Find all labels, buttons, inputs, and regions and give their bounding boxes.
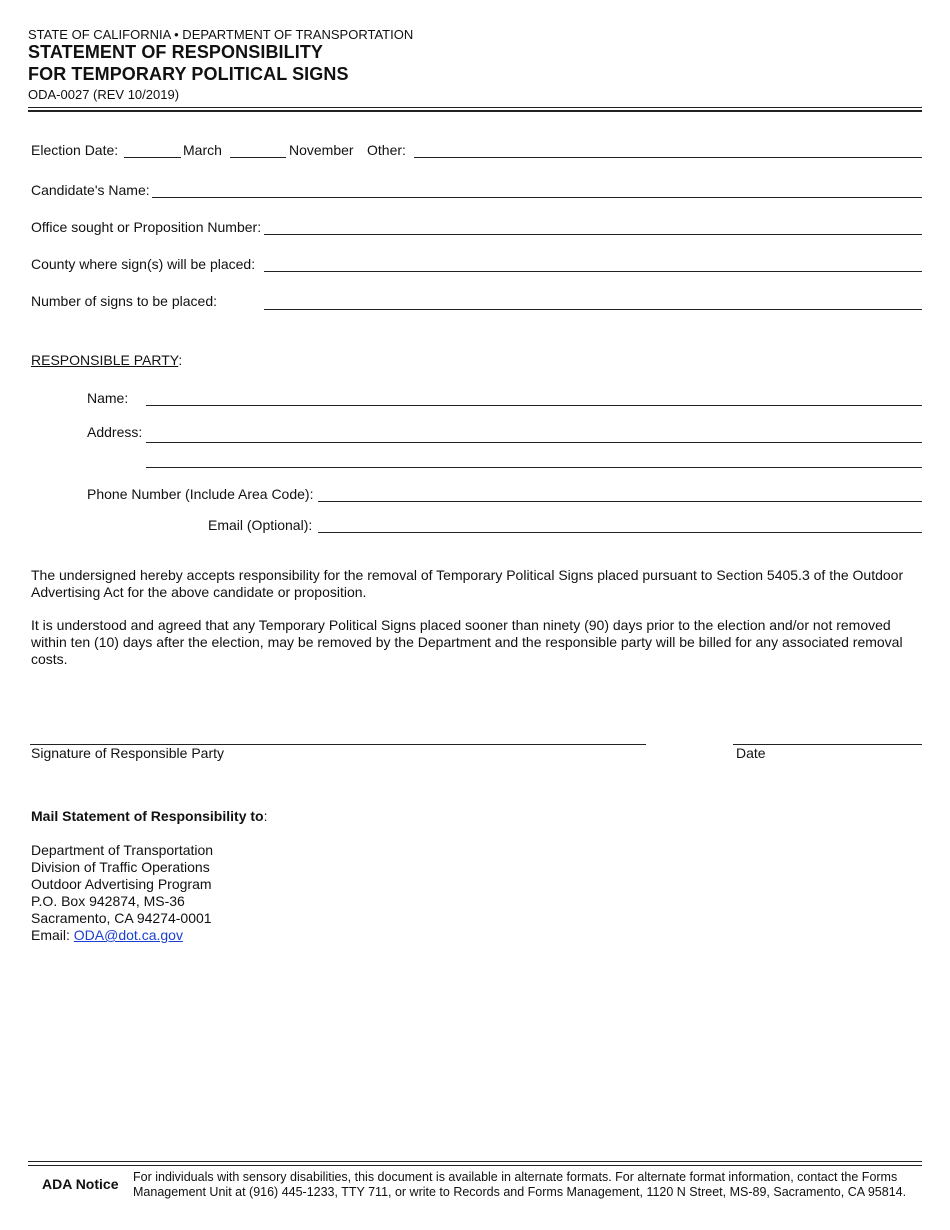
footer-rule-top: [28, 1161, 922, 1162]
header-rule-top: [28, 107, 922, 108]
office-field[interactable]: [264, 234, 922, 235]
office-label: Office sought or Proposition Number:: [31, 219, 262, 235]
header-rule-bottom: [28, 110, 922, 112]
mail-address-line4: P.O. Box 942874, MS-36: [31, 893, 185, 909]
mail-address-line5: Sacramento, CA 94274-0001: [31, 910, 212, 926]
other-label: Other:: [367, 142, 406, 158]
date-label: Date: [736, 745, 766, 761]
number-of-signs-field[interactable]: [264, 309, 922, 310]
number-of-signs-label: Number of signs to be placed:: [31, 293, 217, 309]
candidate-name-label: Candidate's Name:: [31, 182, 150, 198]
other-date-field[interactable]: [414, 157, 922, 158]
removal-statement: It is understood and agreed that any Temporary Political Signs placed sooner than ninety (90) days prior to the election and/or not removed within ten (10) days after the election, may be removed by the Department and the responsible party will be billed for any associated removal costs.: [31, 617, 903, 667]
november-checkbox-line[interactable]: [230, 157, 286, 158]
county-field[interactable]: [264, 271, 922, 272]
party-address-field-1[interactable]: [146, 442, 922, 443]
party-address-label: Address:: [87, 424, 143, 440]
party-phone-label: Phone Number (Include Area Code):: [87, 486, 314, 502]
party-phone-field[interactable]: [318, 501, 922, 502]
march-label: March: [183, 142, 222, 158]
form-title-line1: STATEMENT OF RESPONSIBILITY: [28, 42, 324, 62]
form-title-line2: FOR TEMPORARY POLITICAL SIGNS: [28, 64, 349, 84]
ada-notice-label: ADA Notice: [42, 1176, 119, 1192]
party-name-field[interactable]: [146, 405, 922, 406]
mail-heading: Mail Statement of Responsibility to:: [31, 808, 268, 824]
responsibility-statement: The undersigned hereby accepts responsibility for the removal of Temporary Political Signs placed pursuant to Section 5405.3 of the Outdoor Advertising Act for the above candidate or proposition.: [31, 567, 904, 600]
signature-label: Signature of Responsible Party: [31, 745, 224, 761]
party-name-label: Name:: [87, 390, 129, 406]
ada-notice-text: For individuals with sensory disabilities, this document is available in alternate formats. For alternate format information, contact the Forms Management Unit at (916) 445-1233, TTY 711, or write to Records and Forms Management, 1120 N Street, MS-89, Sacramento, CA 95814.: [133, 1170, 907, 1199]
responsible-party-heading: RESPONSIBLE PARTY:: [31, 352, 183, 368]
party-address-field-2[interactable]: [146, 467, 922, 468]
email-link[interactable]: ODA@dot.ca.gov: [73, 927, 183, 943]
mail-address-line1: Department of Transportation: [31, 842, 214, 858]
november-label: November: [289, 142, 354, 158]
election-date-label: Election Date:: [31, 142, 119, 158]
form-number: ODA-0027 (REV 10/2019): [28, 87, 180, 102]
party-email-field[interactable]: [318, 532, 922, 533]
footer-rule-bottom: [28, 1165, 922, 1166]
mail-address-line2: Division of Traffic Operations: [31, 859, 210, 875]
party-email-label: Email (Optional):: [208, 517, 313, 533]
mail-email-prefix: Email:: [31, 927, 74, 943]
candidate-name-field[interactable]: [152, 197, 922, 198]
agency-header: STATE OF CALIFORNIA • DEPARTMENT OF TRANSPORTATION: [28, 27, 414, 42]
mail-email-line: [31, 927, 183, 943]
mail-address-line3: Outdoor Advertising Program: [31, 876, 212, 892]
county-label: County where sign(s) will be placed:: [31, 256, 256, 272]
march-checkbox-line[interactable]: [124, 157, 181, 158]
